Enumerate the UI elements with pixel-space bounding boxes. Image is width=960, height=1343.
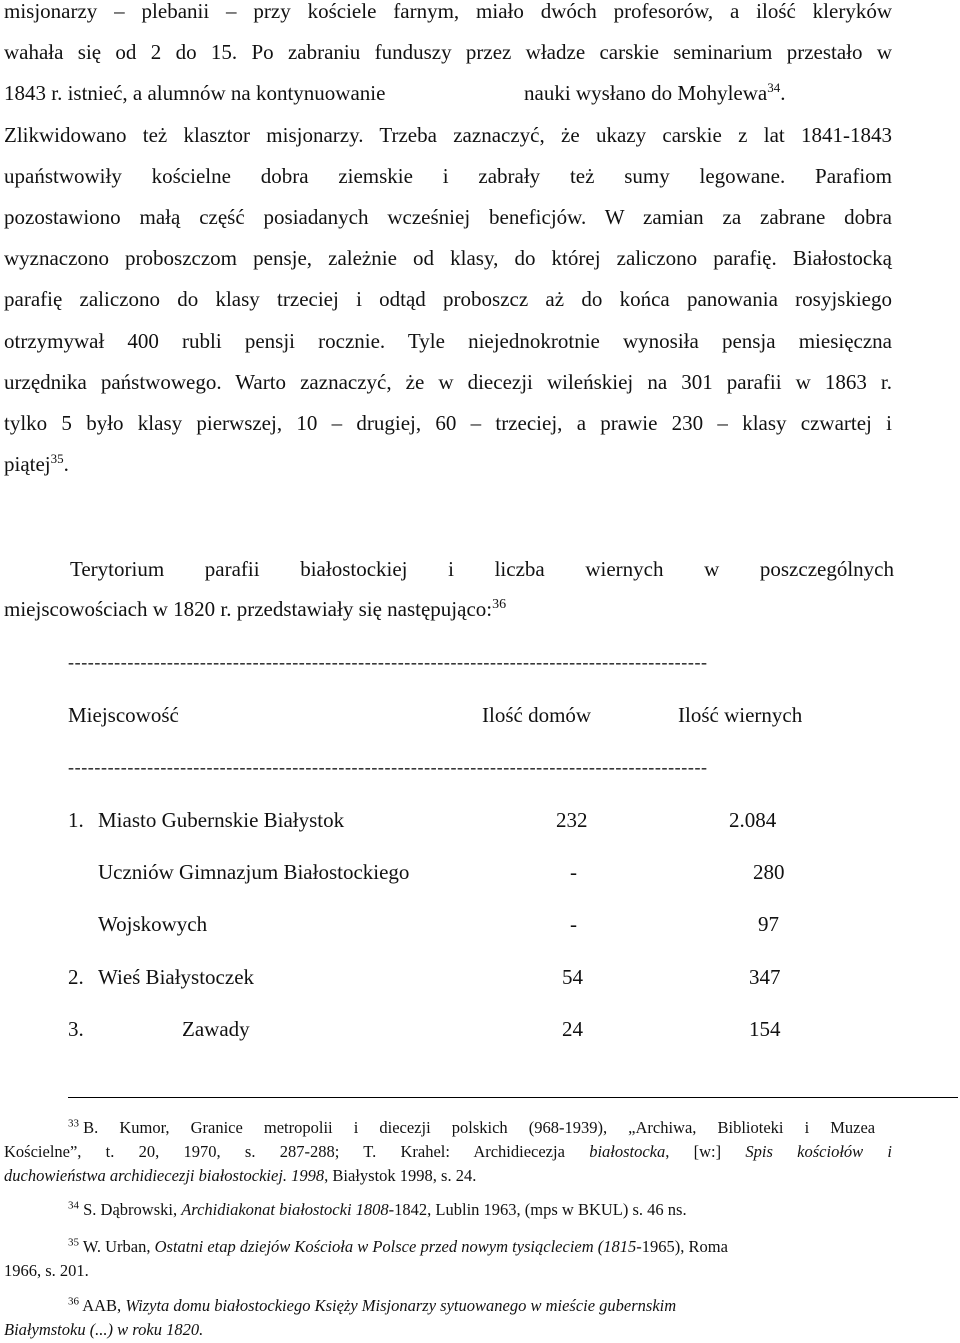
footnote-separator: [68, 1097, 958, 1098]
footnote-line: [4, 1198, 892, 1222]
row-faithful: 280: [753, 860, 785, 884]
body-line-segment: nauki wysłano do Mohylewa: [524, 81, 768, 106]
footnote-text: Kościelne”, t. 20, 1970, s. 287-288; T. Krahel: Archidiecezja: [4, 1142, 565, 1161]
row-faithful: 154: [749, 1017, 781, 1041]
footnote-line: [4, 1318, 892, 1342]
body-line: Zlikwidowano też klasztor misjonarzy. Trzeba zaznaczyć, że ukazy carskie z lat 1841-1843: [4, 122, 892, 147]
table-row: [0, 860, 960, 890]
footnote-italic: Ostatni etap dziejów Kościoła w Polsce przed nowym tysiącleciem (1815: [154, 1237, 637, 1256]
footnote-ref[interactable]: 35: [50, 451, 64, 467]
intro-line: [4, 597, 892, 622]
footnote-line: [4, 1294, 892, 1318]
row-faithful: 347: [749, 965, 781, 989]
footnote-number: 33: [68, 1117, 79, 1130]
table-row: [0, 912, 960, 942]
footnote-33: [4, 1116, 892, 1188]
body-line: parafię zaliczono do klasy trzeciej i odtąd proboszcz aż do końca panowania rosyjskiego: [4, 287, 892, 312]
body-line: tylko 5 było klasy pierwszej, 10 – drugiej, 60 – trzeciej, a prawie 230 – klasy czwartej i: [4, 410, 892, 435]
footnote-line: [4, 1116, 892, 1140]
column-header-houses: Ilość domów: [482, 703, 592, 727]
row-place: Uczniów Gimnazjum Białostockiego: [98, 860, 410, 884]
row-place: Wieś Białystoczek: [98, 965, 255, 989]
row-faithful: 97: [758, 912, 779, 936]
footnote-text: , Białystok 1998, s. 24.: [324, 1166, 477, 1185]
body-line: upaństwowiły kościelne dobra ziemskie i zabrały też sumy legowane. Parafiom: [4, 163, 892, 188]
table-row: [0, 1017, 960, 1047]
table-dash-rule-bottom: -------------------------------------------------------------------------------------------------: [68, 757, 708, 777]
punctuation: .: [63, 452, 69, 477]
body-line-segment: piątej: [4, 452, 51, 477]
row-houses: 54: [562, 965, 583, 989]
body-line-segment-wrap: [524, 73, 785, 114]
body-line: urzędnika państwowego. Warto zaznaczyć, że w diecezji wileńskiej na 301 parafii w 1863 r.: [4, 369, 892, 394]
footnote-line: 1966, s. 201.: [4, 1261, 89, 1280]
footnote-italic: Archidiakonat białostocki 1808: [181, 1200, 389, 1219]
row-number: 1.: [68, 808, 84, 832]
row-number: 3.: [68, 1017, 84, 1041]
row-houses: -: [570, 860, 577, 884]
footnote-line: [4, 1140, 892, 1164]
footnote-text: AAB,: [82, 1296, 122, 1315]
footnote-text: W. Urban,: [82, 1237, 151, 1256]
body-line: wyznaczono proboszczom pensje, zależnie od klasy, do której zaliczono parafię. Białostocką: [4, 246, 892, 271]
body-line: pozostawiono małą część posiadanych wcześniej beneficjów. W zamian za zabrane dobra: [4, 204, 892, 229]
row-houses: 24: [562, 1017, 583, 1041]
body-line: [4, 73, 892, 114]
column-header-place: Miejscowość: [68, 703, 179, 727]
footnote-36: [4, 1294, 892, 1342]
footnote-text: B. Kumor, Granice metropolii i diecezji polskich (968-1939), „Archiwa, Biblioteki i Muzea: [83, 1118, 876, 1137]
row-place: Wojskowych: [98, 912, 208, 936]
footnote-text: , [w:]: [665, 1142, 722, 1161]
body-line: otrzymywał 400 rubli pensji rocznie. Tyle niejednokrotnie wynosiła pensja miesięczna: [4, 328, 892, 353]
row-faithful: 2.084: [729, 808, 777, 832]
table-row: [0, 808, 960, 838]
table-dash-rule-top: -------------------------------------------------------------------------------------------------: [68, 652, 708, 672]
body-line: [4, 444, 892, 485]
footnote-text: -1965), Roma: [636, 1237, 728, 1256]
row-place: Zawady: [182, 1017, 250, 1041]
row-number: 2.: [68, 965, 84, 989]
footnote-number: 34: [68, 1199, 79, 1212]
table-row: [0, 965, 960, 995]
footnote-34: [4, 1198, 892, 1222]
row-houses: 232: [556, 808, 588, 832]
body-line-segment: 1843 r. istnieć, a alumnów na kontynuowanie: [4, 81, 386, 106]
body-line: wahała się od 2 do 15. Po zabraniu funduszy przez władze carskie seminarium przestało w: [4, 40, 892, 65]
footnote-italic: Białymstoku (...) w roku 1820.: [4, 1320, 204, 1339]
footnote-italic: białostocka: [589, 1142, 666, 1161]
footnote-number: 36: [68, 1295, 79, 1308]
footnote-line: [4, 1164, 892, 1188]
intro-line: Terytorium parafii białostockiej i liczba wiernych w poszczególnych: [70, 557, 894, 581]
footnote-text: -1842, Lublin 1963, (mps w BKUL) s. 46 ns.: [388, 1200, 687, 1219]
footnote-italic: Wizyta domu białostockiego Księży Misjonarzy sytuowanego w mieście gubernskim: [125, 1296, 677, 1315]
intro-line-segment: miejscowościach w 1820 r. przedstawiały się następująco:: [4, 597, 493, 621]
body-paragraph: [4, 0, 892, 485]
punctuation: .: [780, 81, 786, 106]
footnote-number: 35: [68, 1236, 79, 1249]
footnote-text: S. Dąbrowski,: [83, 1200, 178, 1219]
footnote-italic: Spis kościołów i: [745, 1142, 893, 1161]
footnote-line: [4, 1235, 892, 1259]
footnote-ref[interactable]: 34: [767, 80, 781, 96]
row-place: Miasto Gubernskie Białystok: [98, 808, 345, 832]
row-houses: -: [570, 912, 577, 936]
footnote-italic: duchowieństwa archidiecezji białostockiej. 1998: [4, 1166, 325, 1185]
footnote-35: [4, 1235, 892, 1283]
footnote-ref[interactable]: 36: [492, 597, 507, 612]
body-line: misjonarzy – plebanii – przy kościele farnym, miało dwóch profesorów, a ilość kleryków: [4, 0, 892, 23]
column-header-faithful: Ilość wiernych: [678, 703, 803, 727]
